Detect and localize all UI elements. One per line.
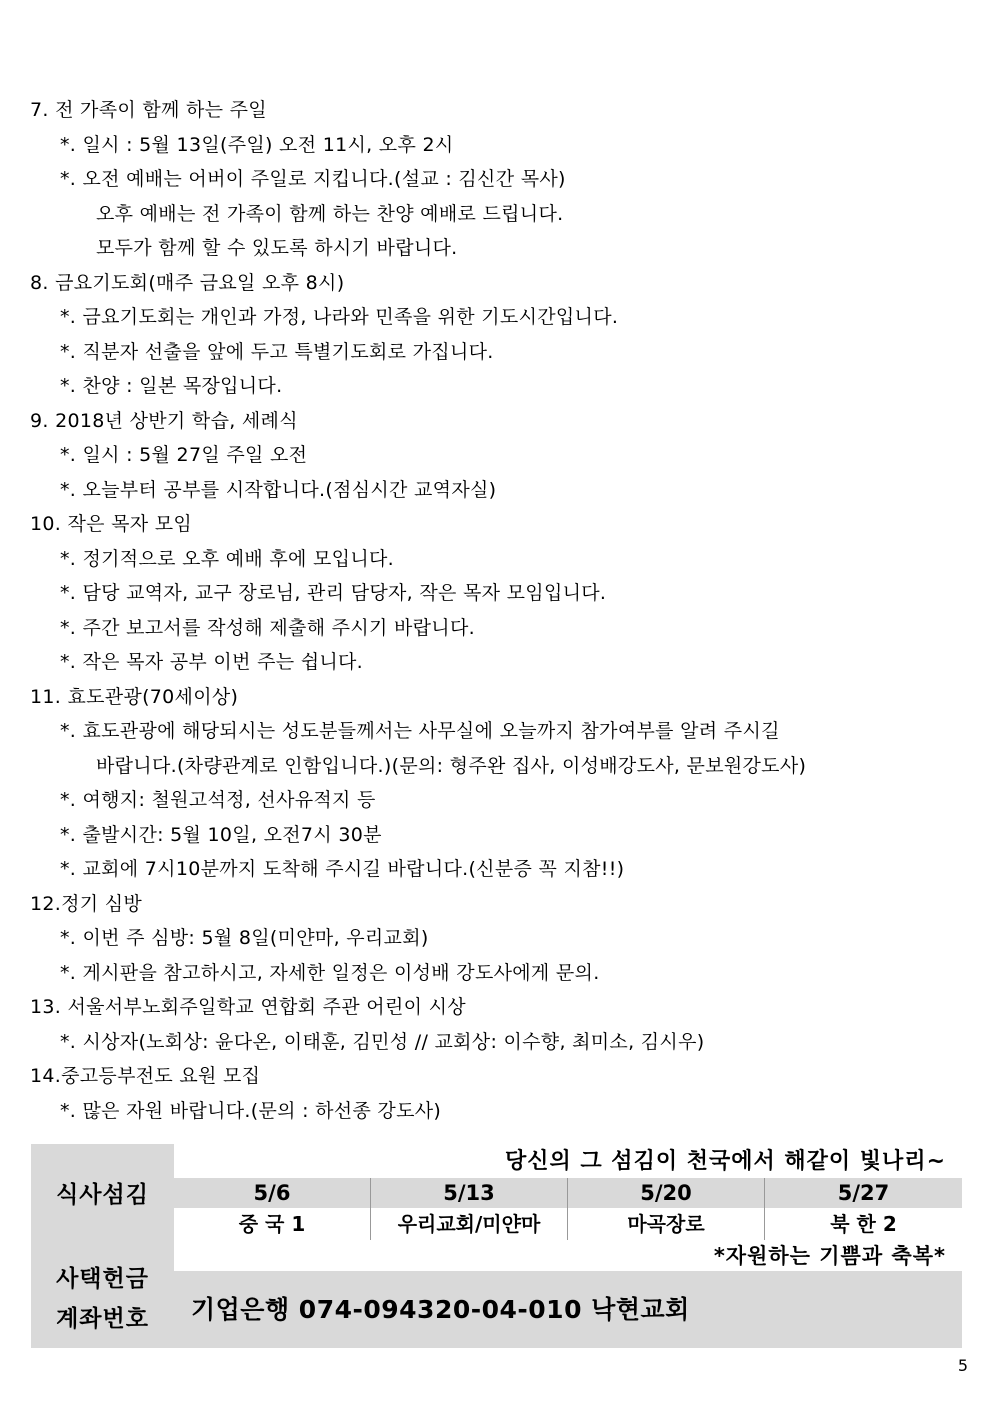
offering-label-line1: 사택헌금 (56, 1266, 149, 1292)
notice-line: *. 효도관광에 해당되시는 성도분들께서는 사무실에 오늘까지 참가여부를 알려 주시길 (60, 720, 780, 742)
date-cell: 5/13 (371, 1178, 568, 1208)
notice-line: *. 주간 보고서를 작성해 제출해 주시기 바랍니다. (60, 616, 475, 639)
notice-line: *. 이번 주 심방: 5월 8일(미얀마, 우리교회) (60, 927, 429, 949)
notice-heading: 12.정기 심방 (30, 892, 143, 915)
account-number: 기업은행 074-094320-04-010 낙현교회 (174, 1271, 962, 1348)
offering-label (31, 1240, 174, 1348)
notice-line: *. 담당 교역자, 교구 장로님, 관리 담당자, 작은 목자 모임입니다. (60, 582, 607, 604)
team-cell: 북 한 2 (765, 1208, 962, 1240)
meal-service-label: 식사섬김 (31, 1144, 174, 1240)
team-cell: 마곡장로 (568, 1208, 765, 1240)
date-cell: 5/20 (568, 1178, 765, 1208)
volunteer-text: *자원하는 기쁨과 축복* (174, 1240, 962, 1271)
notice-line: *. 직분자 선출을 앞에 두고 특별기도회로 가집니다. (60, 340, 494, 363)
notice-line: *. 일시 : 5월 27일 주일 오전 (60, 444, 308, 466)
team-cell: 우리교회/미얀마 (371, 1208, 568, 1240)
notice-line: *. 정기적으로 오후 예배 후에 모입니다. (60, 547, 394, 570)
notice-line: *. 많은 자원 바랍니다.(문의 : 하선종 강도사) (60, 1099, 442, 1122)
notice-line: *. 출발시간: 5월 10일, 오전7시 30분 (60, 823, 382, 846)
notice-heading: 11. 효도관광(70세이상) (30, 685, 239, 708)
notice-line: *. 교회에 7시10분까지 도착해 주시길 바랍니다.(신분증 꼭 지참!!) (60, 858, 625, 880)
notice-line: 모두가 함께 할 수 있도록 하시기 바랍니다. (96, 237, 458, 259)
notice-line: *. 작은 목자 공부 이번 주는 쉽니다. (60, 651, 364, 673)
notice-line: *. 시상자(노회상: 윤다온, 이태훈, 김민성 // 교회상: 이수향, 최미소, 김시우) (60, 1030, 705, 1053)
notice-line: *. 일시 : 5월 13일(주일) 오전 11시, 오후 2시 (60, 133, 454, 156)
page-number: 5 (957, 1356, 968, 1375)
notice-heading: 8. 금요기도회(매주 금요일 오후 8시) (30, 271, 345, 294)
notice-heading: 14.중고등부전도 요원 모집 (30, 1065, 261, 1087)
date-cell: 5/6 (174, 1178, 371, 1208)
notice-line: *. 게시판을 참고하시고, 자세한 일정은 이성배 강도사에게 문의. (60, 961, 600, 984)
notice-heading: 13. 서울서부노회주일학교 연합회 주관 어린이 시상 (30, 996, 466, 1018)
notice-list (30, 93, 970, 1128)
slogan-text: 당신의 그 섬김이 천국에서 해같이 빛나리~ (174, 1144, 962, 1178)
notice-heading: 7. 전 가족이 함께 하는 주일 (30, 99, 267, 121)
notice-heading: 10. 작은 목자 모임 (30, 513, 193, 535)
notice-line: *. 금요기도회는 개인과 가정, 나라와 민족을 위한 기도시간입니다. (60, 306, 619, 328)
offering-label-line2: 계좌번호 (56, 1306, 149, 1332)
notice-line: *. 여행지: 철원고석정, 선사유적지 등 (60, 789, 376, 811)
service-table (31, 1144, 962, 1348)
notice-line: 바랍니다.(차량관계로 인함입니다.)(문의: 형주완 집사, 이성배강도사, 문보원강도사) (96, 754, 807, 777)
notice-heading: 9. 2018년 상반기 학습, 세례식 (30, 409, 298, 432)
date-cell: 5/27 (765, 1178, 962, 1208)
notice-line: *. 오전 예배는 어버이 주일로 지킵니다.(설교 : 김신간 목사) (60, 168, 566, 190)
notice-line: *. 오늘부터 공부를 시작합니다.(점심시간 교역자실) (60, 478, 497, 501)
team-cell: 중 국 1 (174, 1208, 371, 1240)
notice-line: 오후 예배는 전 가족이 함께 하는 찬양 예배로 드립니다. (96, 202, 564, 225)
notice-line: *. 찬양 : 일본 목장입니다. (60, 375, 283, 397)
